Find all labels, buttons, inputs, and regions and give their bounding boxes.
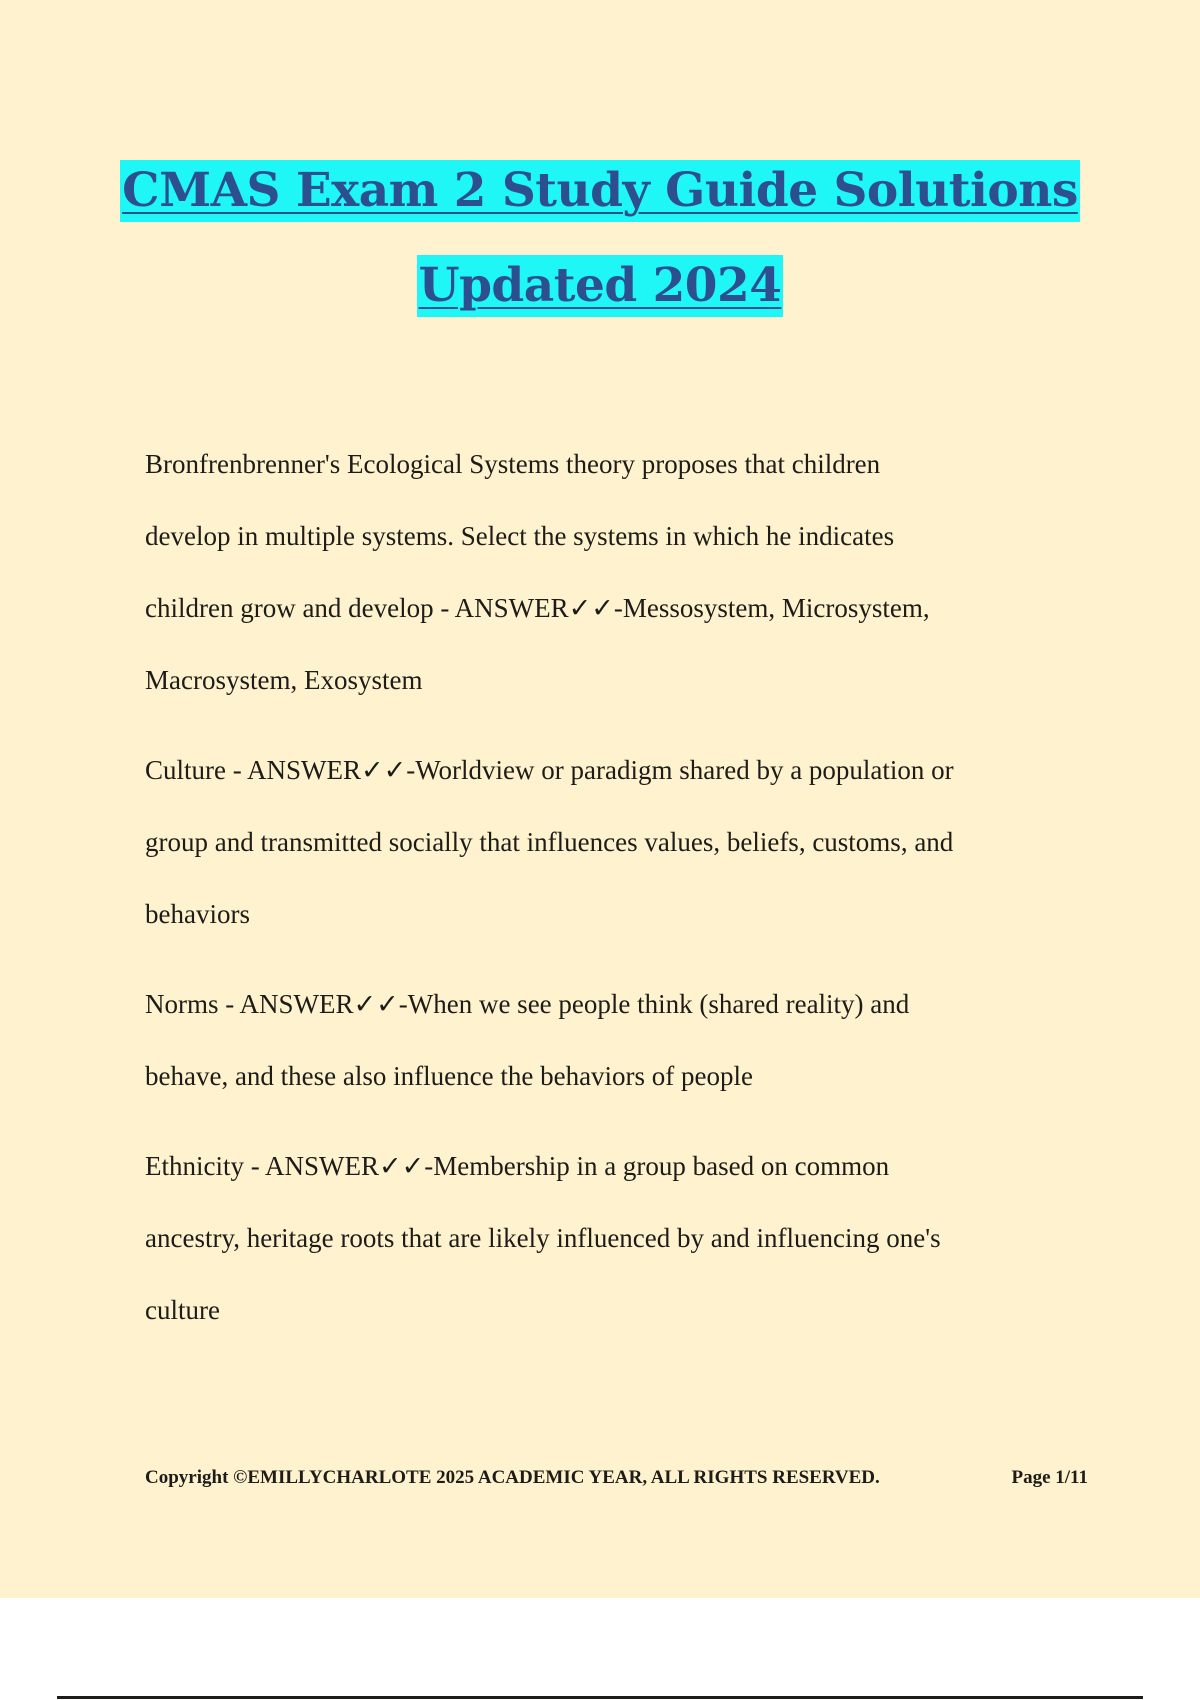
paragraph-gap bbox=[145, 960, 1105, 978]
qa-item-ethnicity bbox=[145, 1140, 1105, 1356]
text-line: group and transmitted socially that influences values, beliefs, customs, and bbox=[145, 827, 954, 857]
text-line: Ethnicity - ANSWER✓✓-Membership in a group based on common bbox=[145, 1151, 890, 1181]
text-line: culture bbox=[145, 1295, 220, 1325]
qa-item-norms bbox=[145, 978, 1105, 1122]
page-footer bbox=[145, 1467, 1088, 1489]
paragraph-gap bbox=[145, 1122, 1105, 1140]
page-separator-line bbox=[57, 1696, 1143, 1699]
text-line: behaviors bbox=[145, 899, 250, 929]
document-title bbox=[0, 160, 1200, 350]
title-line-2: Updated 2024 bbox=[417, 255, 784, 317]
qa-item-ecological-systems bbox=[145, 438, 1105, 726]
copyright-notice: Copyright ©EMILLYCHARLOTE 2025 ACADEMIC YEAR, ALL RIGHTS RESERVED. bbox=[145, 1467, 880, 1488]
text-line: Norms - ANSWER✓✓-When we see people think (shared reality) and bbox=[145, 989, 910, 1019]
text-line: ancestry, heritage roots that are likely influenced by and influencing one's bbox=[145, 1223, 941, 1253]
text-line: develop in multiple systems. Select the systems in which he indicates bbox=[145, 521, 895, 551]
title-line-1: CMAS Exam 2 Study Guide Solutions bbox=[120, 160, 1080, 222]
text-line: behave, and these also influence the behaviors of people bbox=[145, 1061, 754, 1091]
page-number: Page 1/11 bbox=[1011, 1467, 1088, 1488]
document-body bbox=[145, 438, 1105, 1356]
text-line: children grow and develop - ANSWER✓✓-Messosystem, Microsystem, bbox=[145, 593, 930, 623]
paragraph-gap bbox=[145, 726, 1105, 744]
text-line: Macrosystem, Exosystem bbox=[145, 665, 423, 695]
qa-item-culture bbox=[145, 744, 1105, 960]
text-line: Culture - ANSWER✓✓-Worldview or paradigm shared by a population or bbox=[145, 755, 954, 785]
text-line: Bronfrenbrenner's Ecological Systems theory proposes that children bbox=[145, 449, 881, 479]
